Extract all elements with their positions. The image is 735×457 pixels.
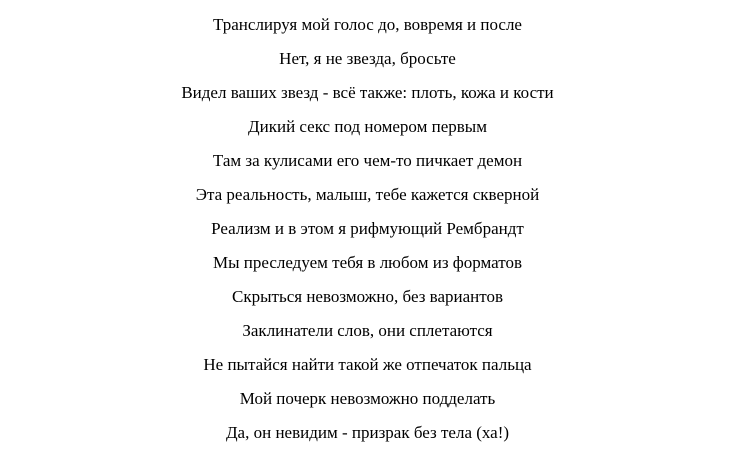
lyric-line: Там за кулисами его чем-то пичкает демон bbox=[212, 151, 523, 170]
lyric-line: Да, он невидим - призрак без тела (ха!) bbox=[225, 423, 510, 442]
lyrics-text bbox=[0, 8, 735, 450]
lyric-line: Мой почерк невозможно подделать bbox=[239, 389, 496, 408]
lyric-line: Скрыться невозможно, без вариантов bbox=[232, 287, 503, 306]
lyric-line: Транслируя мой голос до, вовремя и после bbox=[213, 15, 522, 34]
lyric-line: Реализм и в этом я рифмующий Рембрандт bbox=[211, 219, 524, 238]
lyric-line: Дикий секс под номером первым bbox=[248, 117, 487, 136]
lyric-line: Не пытайся найти такой же отпечаток пальца bbox=[203, 355, 532, 374]
lyric-line: Нет, я не звезда, бросьте bbox=[279, 49, 456, 68]
lyric-line: Мы преследуем тебя в любом из форматов bbox=[212, 253, 523, 272]
lyric-line: Видел ваших звезд - всё также: плоть, кожа и кости bbox=[181, 83, 554, 102]
lyric-line: Эта реальность, малыш, тебе кажется скверной bbox=[195, 185, 540, 204]
lyric-line: Заклинатели слов, они сплетаются bbox=[242, 321, 493, 340]
